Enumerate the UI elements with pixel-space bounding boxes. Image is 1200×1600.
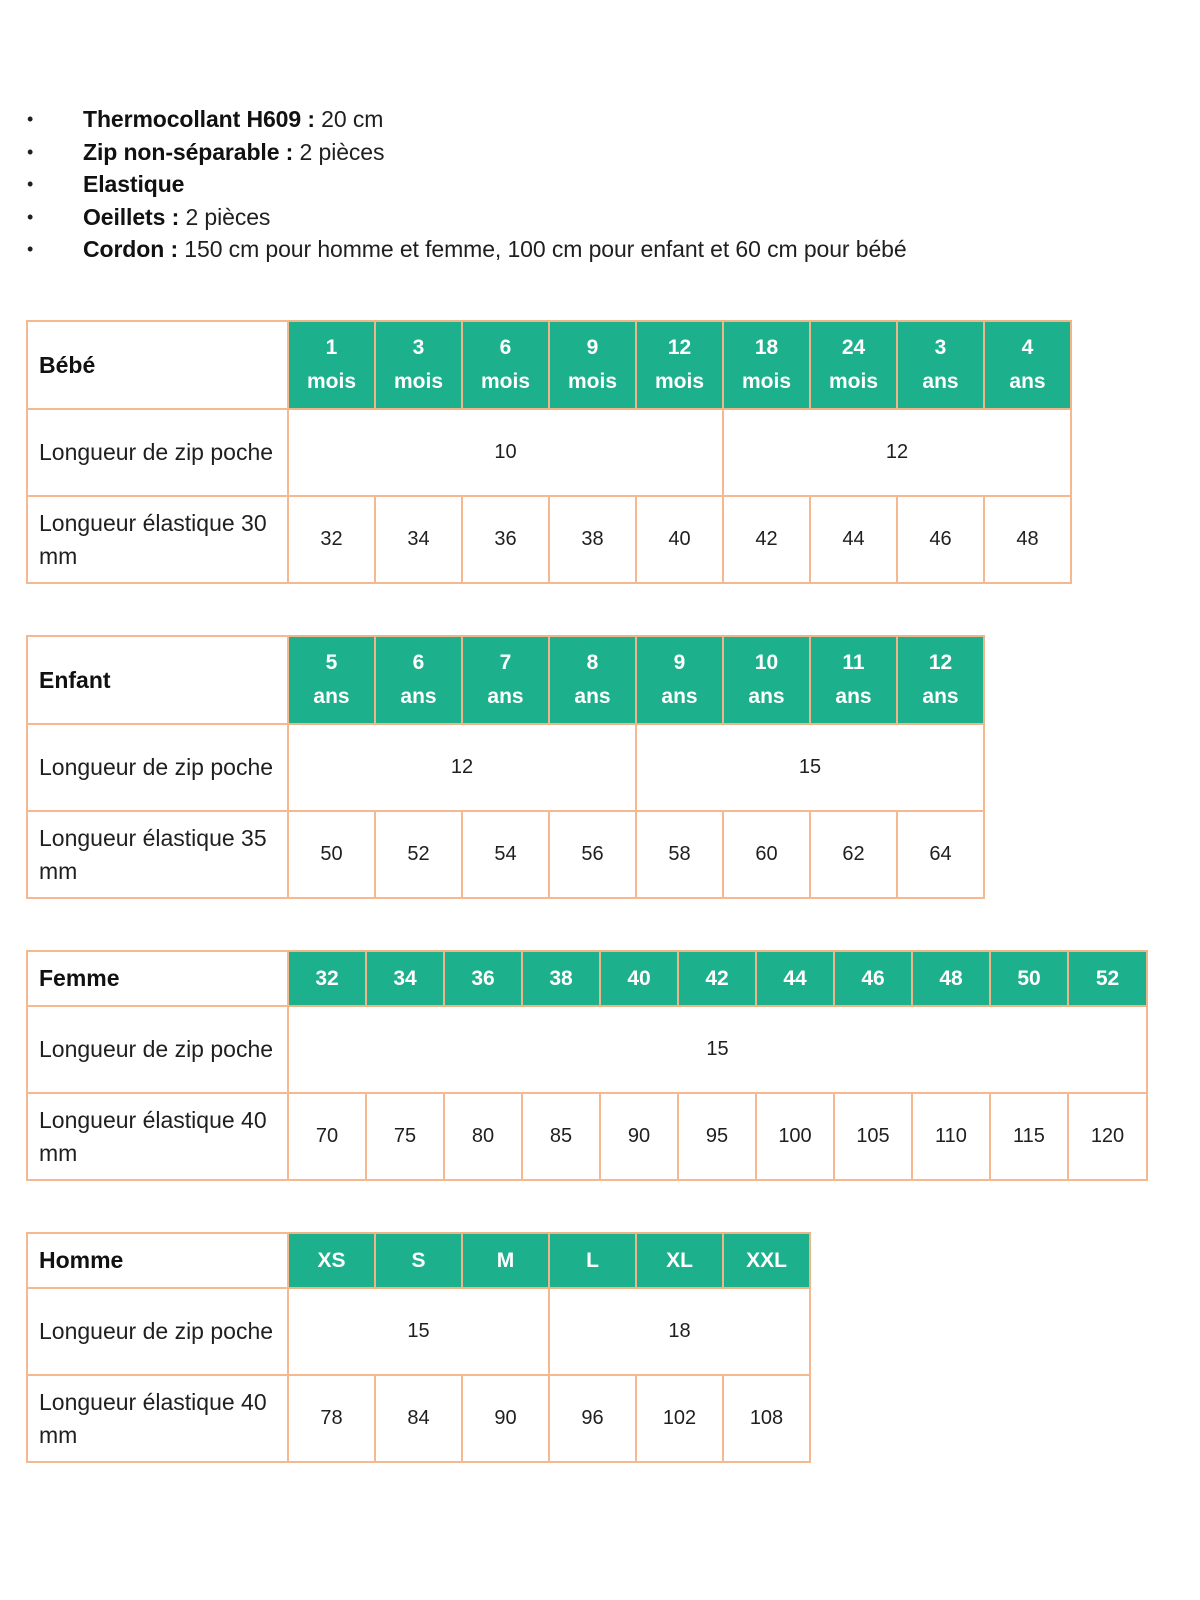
size-number: 18	[754, 336, 779, 359]
elastic-value: 85	[522, 1093, 600, 1180]
elastic-value: 40	[636, 496, 723, 583]
material-label: Zip non-séparable :	[83, 138, 294, 165]
size-number: 11	[842, 651, 865, 674]
material-item-thermocollant	[26, 103, 907, 136]
size-header: XL	[636, 1233, 723, 1288]
material-value: 2 pièces	[293, 138, 385, 165]
zip-row-label: Longueur de zip poche	[27, 1288, 288, 1375]
size-number: 6	[499, 336, 512, 359]
size-number: 3	[934, 336, 947, 359]
elastic-value: 84	[375, 1375, 462, 1462]
material-label: Elastique	[83, 171, 185, 198]
elastic-value: 58	[636, 811, 723, 898]
group-label: Homme	[27, 1233, 288, 1288]
elastic-value: 120	[1068, 1093, 1147, 1180]
zip-row	[27, 724, 984, 811]
elastic-value: 105	[834, 1093, 912, 1180]
size-unit: ans	[313, 685, 350, 708]
zip-value: 12	[288, 724, 636, 811]
table-header-row	[27, 321, 1071, 409]
size-header	[984, 321, 1071, 409]
size-header: 40	[600, 951, 678, 1006]
elastic-row-label: Longueur élastique 35 mm	[27, 811, 288, 898]
size-unit: ans	[400, 685, 437, 708]
zip-value: 12	[723, 409, 1071, 496]
bullet-icon: •	[27, 206, 34, 227]
material-value: 20 cm	[314, 106, 384, 132]
table-header-row	[27, 951, 1147, 1006]
size-header	[288, 321, 375, 409]
zip-row	[27, 1006, 1147, 1093]
size-header: 44	[756, 951, 834, 1006]
bullet-icon: •	[27, 174, 34, 195]
zip-row-label: Longueur de zip poche	[27, 409, 288, 496]
zip-value: 10	[288, 409, 723, 496]
size-number: 9	[673, 651, 686, 674]
size-unit: ans	[922, 370, 959, 393]
size-header: 36	[444, 951, 522, 1006]
group-label: Bébé	[27, 321, 288, 409]
size-header	[723, 321, 810, 409]
size-header: 38	[522, 951, 600, 1006]
size-number: 8	[586, 651, 599, 674]
elastic-value: 90	[462, 1375, 549, 1462]
elastic-row-label: Longueur élastique 40 mm	[27, 1093, 288, 1180]
size-number: 7	[499, 651, 512, 674]
bullet-icon: •	[27, 239, 34, 260]
material-label: Thermocollant H609 :	[83, 106, 315, 132]
zip-value: 15	[288, 1288, 549, 1375]
size-number: 3	[412, 336, 425, 359]
size-number: 5	[325, 651, 338, 674]
size-number: 4	[1021, 336, 1034, 359]
size-unit: mois	[828, 370, 878, 393]
size-header: S	[375, 1233, 462, 1288]
elastic-value: 42	[723, 496, 810, 583]
elastic-value: 95	[678, 1093, 756, 1180]
size-header: 50	[990, 951, 1068, 1006]
elastic-value: 90	[600, 1093, 678, 1180]
size-number: 1	[325, 336, 338, 359]
elastic-value: 96	[549, 1375, 636, 1462]
size-header: 46	[834, 951, 912, 1006]
zip-value: 15	[288, 1006, 1147, 1093]
elastic-value: 46	[897, 496, 984, 583]
size-number: 12	[928, 651, 953, 674]
elastic-value: 62	[810, 811, 897, 898]
size-number: 9	[586, 336, 599, 359]
group-label: Femme	[27, 951, 288, 1006]
elastic-value: 44	[810, 496, 897, 583]
elastic-value: 102	[636, 1375, 723, 1462]
size-table-femme	[26, 950, 1148, 1181]
material-label: Cordon :	[83, 236, 179, 263]
materials-list	[26, 103, 907, 266]
size-unit: mois	[741, 370, 791, 393]
group-label: Enfant	[27, 636, 288, 724]
material-value: 150 cm pour homme et femme, 100 cm pour enfant et 60 cm pour bébé	[178, 236, 907, 263]
size-unit: mois	[654, 370, 704, 393]
size-header	[636, 636, 723, 724]
material-item-oeillets	[26, 201, 907, 234]
elastic-value: 78	[288, 1375, 375, 1462]
zip-row-label: Longueur de zip poche	[27, 724, 288, 811]
size-number: 24	[841, 336, 866, 359]
size-unit: ans	[574, 685, 611, 708]
size-table-bebe	[26, 320, 1072, 584]
size-header: XS	[288, 1233, 375, 1288]
material-item-zip	[26, 136, 907, 169]
table-header-row	[27, 1233, 810, 1288]
size-header	[810, 321, 897, 409]
material-item-cordon	[26, 233, 907, 266]
size-header	[288, 636, 375, 724]
size-number: 10	[754, 651, 779, 674]
elastic-row	[27, 1375, 810, 1462]
size-header: 32	[288, 951, 366, 1006]
size-table-homme	[26, 1232, 811, 1463]
size-header: 48	[912, 951, 990, 1006]
size-header	[810, 636, 897, 724]
size-header	[897, 636, 984, 724]
size-header	[462, 636, 549, 724]
size-unit: mois	[480, 370, 530, 393]
elastic-row	[27, 496, 1071, 583]
size-header: 42	[678, 951, 756, 1006]
size-unit: ans	[1009, 370, 1046, 393]
elastic-value: 70	[288, 1093, 366, 1180]
elastic-value: 38	[549, 496, 636, 583]
elastic-value: 48	[984, 496, 1071, 583]
elastic-value: 75	[366, 1093, 444, 1180]
size-header	[549, 321, 636, 409]
bullet-icon: •	[27, 141, 34, 162]
size-header: 34	[366, 951, 444, 1006]
size-unit: mois	[393, 370, 443, 393]
elastic-value: 50	[288, 811, 375, 898]
elastic-value: 64	[897, 811, 984, 898]
elastic-row	[27, 811, 984, 898]
zip-value: 15	[636, 724, 984, 811]
size-header	[897, 321, 984, 409]
size-unit: ans	[487, 685, 524, 708]
elastic-row-label: Longueur élastique 30 mm	[27, 496, 288, 583]
size-header: XXL	[723, 1233, 810, 1288]
size-number: 12	[667, 336, 692, 359]
elastic-value: 36	[462, 496, 549, 583]
material-label: Oeillets :	[83, 203, 180, 230]
elastic-value: 56	[549, 811, 636, 898]
size-header	[549, 636, 636, 724]
size-header	[636, 321, 723, 409]
elastic-value: 54	[462, 811, 549, 898]
material-value: 2 pièces	[179, 203, 271, 230]
size-header: M	[462, 1233, 549, 1288]
table-header-row	[27, 636, 984, 724]
size-table-enfant	[26, 635, 985, 899]
bullet-icon: •	[27, 109, 34, 129]
zip-value: 18	[549, 1288, 810, 1375]
material-item-elastique	[26, 168, 907, 201]
elastic-value: 32	[288, 496, 375, 583]
size-header: L	[549, 1233, 636, 1288]
size-header: 52	[1068, 951, 1147, 1006]
zip-row	[27, 1288, 810, 1375]
size-unit: ans	[661, 685, 698, 708]
elastic-value: 34	[375, 496, 462, 583]
elastic-value: 110	[912, 1093, 990, 1180]
elastic-value: 60	[723, 811, 810, 898]
elastic-value: 52	[375, 811, 462, 898]
size-unit: ans	[748, 685, 785, 708]
size-unit: mois	[306, 370, 356, 393]
size-header	[375, 636, 462, 724]
size-unit: mois	[567, 370, 617, 393]
zip-row-label: Longueur de zip poche	[27, 1006, 288, 1093]
size-unit: ans	[922, 685, 959, 708]
size-header	[723, 636, 810, 724]
elastic-value: 100	[756, 1093, 834, 1180]
size-header	[375, 321, 462, 409]
elastic-row	[27, 1093, 1147, 1180]
elastic-value: 115	[990, 1093, 1068, 1180]
size-number: 6	[412, 651, 425, 674]
elastic-value: 108	[723, 1375, 810, 1462]
elastic-row-label: Longueur élastique 40 mm	[27, 1375, 288, 1462]
size-unit: ans	[835, 685, 872, 708]
size-header	[462, 321, 549, 409]
zip-row	[27, 409, 1071, 496]
elastic-value: 80	[444, 1093, 522, 1180]
